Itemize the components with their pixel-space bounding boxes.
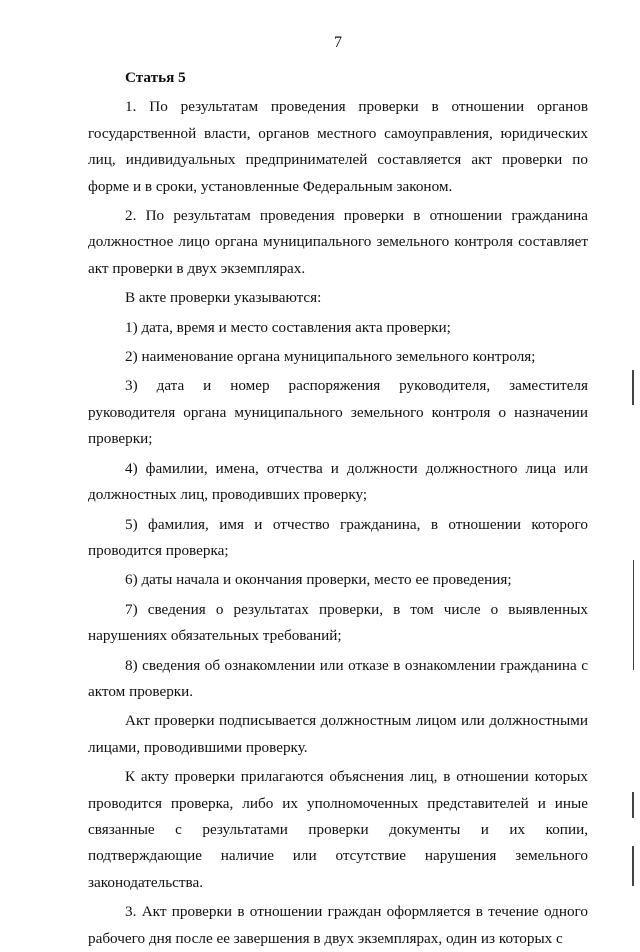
- paragraph-signature: Акт проверки подписывается должностным лицом или должностными лицами, проводившими проверку.: [88, 712, 588, 756]
- article-title: Статья 5: [125, 69, 186, 86]
- paragraph-list-intro: В акте проверки указываются:: [125, 289, 322, 307]
- list-item-5: 5) фамилия, имя и отчество гражданина, в отношении которого проводится проверка;: [88, 515, 588, 559]
- list-item-7: 7) сведения о результатах проверки, в том числе о выявленных нарушениях обязательных требований;: [88, 600, 588, 645]
- scan-artifact-mark: [632, 370, 634, 405]
- page-number: 7: [334, 34, 342, 51]
- list-item-6: 6) даты начала и окончания проверки, место ее проведения;: [125, 571, 512, 589]
- scan-artifact-mark: [633, 560, 634, 670]
- page-content: [88, 65, 588, 952]
- list-item-4: 4) фамилии, имена, отчества и должности должностного лица или должностных лиц, проводивших проверку;: [88, 459, 588, 504]
- list-item-1: 1) дата, время и место составления акта проверки;: [125, 318, 451, 336]
- paragraph-attachments: К акту проверки прилагаются объяснения лиц, в отношении которых проводится проверка, либо их уполномоченных представителей и иные связанные с результатами проверки документы и их копии, подтверждающие наличие или отсутствие нарушения земельного законодательства.: [88, 768, 588, 891]
- scan-artifact-mark: [632, 792, 634, 818]
- list-item-8: 8) сведения об ознакомлении или отказе в ознакомлении гражданина с актом проверки.: [88, 656, 588, 700]
- paragraph-clause-2: 2. По результатам проведения проверки в отношении гражданина должностное лицо органа муниципального земельного контроля составляет акт проверки в двух экземплярах.: [88, 207, 588, 277]
- list-item-3: 3) дата и номер распоряжения руководителя, заместителя руководителя органа муниципального земельного контроля о назначении проверки;: [88, 377, 588, 448]
- scan-artifact-mark: [632, 846, 634, 886]
- paragraph-clause-1: 1. По результатам проведения проверки в отношении органов государственной власти, органов местного самоуправления, юридических лиц, индивидуальных предпринимателей составляется акт проверки по форме и в сроки, установленные Федеральным законом.: [88, 98, 588, 195]
- paragraph-clause-3: 3. Акт проверки в отношении граждан оформляется в течение одного рабочего дня после ее завершения в двух экземплярах, один из которых с: [88, 903, 588, 947]
- list-item-2: 2) наименование органа муниципального земельного контроля;: [125, 348, 536, 366]
